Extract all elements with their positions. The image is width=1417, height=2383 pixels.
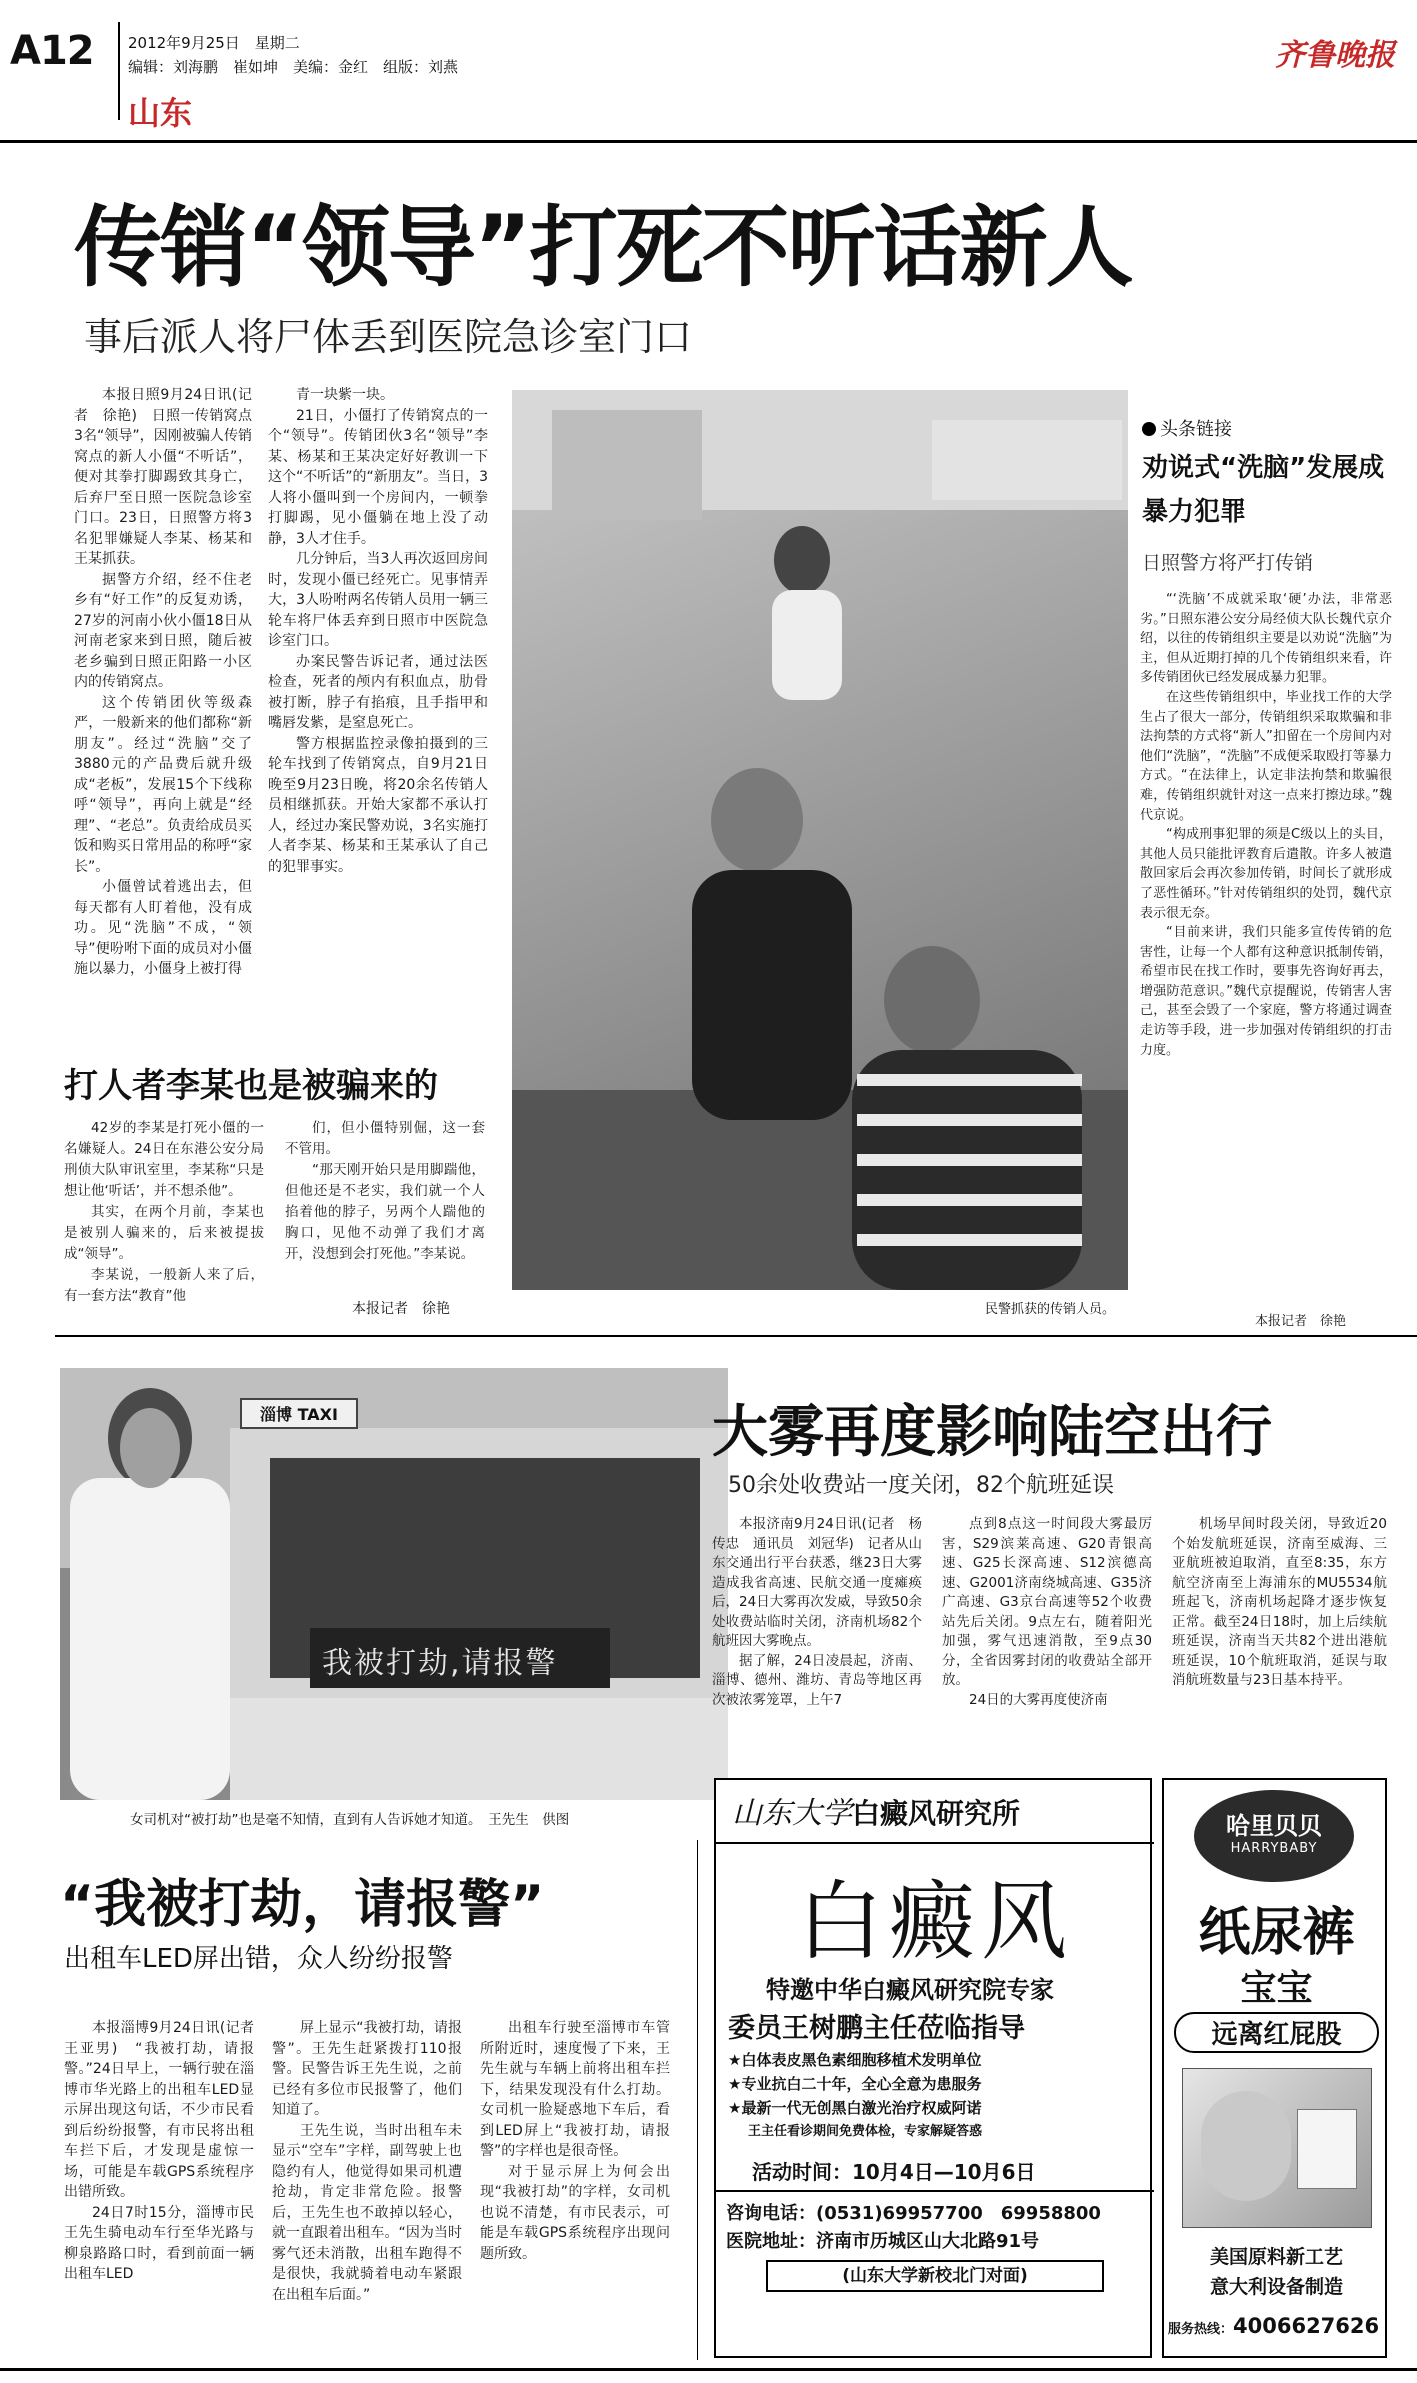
header-rule [0,140,1417,143]
ad-vitiligo-address-note: (山东大学新校北门对面) [766,2260,1104,2292]
sub-headline: 打人者李某也是被骗来的 [64,1066,438,1106]
fog-column-2: 点到8点这一时间段大雾最厉害，S29滨莱高速、G20青银高速、G25长深高速、S12滨德高速、G2001济南绕城高速、G35济广高速、G3京台高速等52个收费站先后关闭。9点左右，随着阳光加强，雾气迅速消散，至9点30分，全省因雾封闭的收费站全部开放。 24日的大雾再度使济南 [942,1516,1152,1708]
ad-vitiligo-phone: 咨询电话：(0531)69957700 69958800 [726,2203,1101,2224]
section-rule-1 [55,1335,1417,1337]
ad-vitiligo-time: 活动时间：10月4日—10月6日 [752,2160,1036,2184]
ad-vitiligo-contact [716,2190,1154,2360]
sub-byline: 本报记者 徐艳 [352,1301,450,1317]
ad-diaper-logo: 哈里贝贝 HARRYBABY [1194,1790,1354,1882]
ad-vitiligo-invite-1: 特邀中华白癜风研究院专家 [766,1976,1054,2004]
lead-column-2: 青一块紫一块。 21日，小僵打了传销窝点的一个“领导”。传销团伙3名“领导”李某、杨某和王某决定好好教训一下这个“不听话”的“新朋友”。当日，3人将小僵叫到一个房间内，一顿拳打脚踢，见小僵躺在地上没了动静，3人才住手。 几分钟后，当3人再次返回房间时，发现小僵已经死亡。见事情弄大，3人吩咐两名传销人员用一辆三轮车将尸体丢弃到日照市中医院急诊室门口。 办案民警告诉记者，通过法医检查，死者的颅内有积血点，肋骨被打断，脖子有掐痕，且手指甲和嘴唇发紫，是窒息死亡。 警方根据监控录像拍摄到的三轮车找到了传销窝点，自9月21日晚至9月23日晚，将20余名传销人员相继抓获。开始大家都不承认打人，经过办案民警劝说，3名实施打人者李某、杨某和王某承认了自己的犯罪事实。 [268,387,488,875]
lead-photo-caption: 民警抓获的传销人员。 [985,1302,1116,1317]
ad-vitiligo [714,1778,1152,2358]
taxi-roof-sign: 淄博 TAXI [240,1398,358,1429]
ad-diaper-slogan: 远离红屁股 [1174,2012,1379,2053]
section-divider-v [697,1840,698,2360]
lead-subheadline: 事后派人将尸体丢到医院急诊室门口 [84,315,693,359]
ad-diaper-tag2: 意大利设备制造 [1209,2276,1343,2298]
sidebar-kicker: 头条链接 [1142,415,1232,441]
lead-headline: 传销“领导”打死不听话新人 [74,196,1132,299]
fog-column-3: 机场早间时段关闭，导致近20个始发航班延误，济南至威海、三亚航班被迫取消，直至8:35，东方航空济南至上海浦东的MU5534航班起飞，济南机场起降才逐步恢复正常。截至24日18时，加上后续航班延误，济南当天共82个进出港航班延误，10个航班取消，延误与取消航班数量与23日基本持平。 [1172,1516,1387,1688]
newspaper-logo: 齐鲁晚报 [1275,38,1395,73]
taxi-headline: “我被打劫，请报警” [60,1875,545,1935]
sidebar-byline: 本报记者 徐艳 [1255,1314,1347,1329]
taxi-subheadline: 出租车LED屏出错，众人纷纷报警 [64,1944,453,1974]
ad-vitiligo-address: 医院地址：济南市历城区山大北路91号 [726,2231,1040,2252]
ad-vitiligo-topline: 山东大学白癜风研究所 [732,1796,1021,1831]
page-date: 2012年9月25日 星期二 [128,34,300,52]
ad-diaper-hotline: 服务热线：4006627626 [1168,2314,1380,2338]
ad-diaper [1162,1778,1387,2358]
taxi-photo-caption: 女司机对“被打劫”也是毫不知情，直到有人告诉她才知道。 王先生 供图 [130,1812,570,1828]
section-name: 山东 [128,94,193,132]
taxi-column-2: 屏上显示“我被打劫，请报警”。王先生赶紧拨打110报警。民警告诉王先生说，之前已经有多位市民报警了，他们知道了。 王先生说，当时出租车未显示“空车”字样，副驾驶上也隐约有人，他觉得如果司机遭抢劫，肯定非常危险。报警后，王先生也不敢掉以轻心，就一直跟着出租车。“因为当时雾气还未消散，出租车跑得不是很快，我就骑着电动车紧跟在出租车后面。” [272,2020,462,2303]
sidebar-subheadline: 日照警方将严打传销 [1142,552,1314,574]
sidebar-bullet-icon [1142,422,1156,436]
ad-diaper-tag1: 美国原料新工艺 [1209,2246,1343,2268]
taxi-photo-illustration [60,1368,728,1800]
fog-subheadline: 50余处收费站一度关闭，82个航班延误 [728,1473,1114,1498]
taxi-column-1: 本报淄博9月24日讯(记者 王亚男) “我被打劫，请报警。”24日早上，一辆行驶在淄博市华光路上的出租车LED显示屏出现这句话，不少市民看到后纷纷报警，有市民将出租车拦下后，才发现是虚惊一场，可能是车载GPS系统程序出错所致。 24日7时15分，淄博市民王先生骑电动车行至华光路与柳泉路路口时，看到前面一辆出租车LED [64,2020,268,2282]
fog-column-1: 本报济南9月24日讯(记者 杨传忠 通讯员 刘冠华) 记者从山东交通出行平台获悉，继23日大雾造成我省高速、民航交通一度瘫痪后，24日大雾再次发威，导致50余处收费站临时关闭，济南机场82个航班因大雾晚点。 据了解，24日凌晨起，济南、淄博、德州、潍坊、青岛等地区再次被浓雾笼罩，上午7 [712,1516,922,1708]
sub-column-1: 42岁的李某是打死小僵的一名嫌疑人。24日在东港公安分局刑侦大队审讯室里，李某称“只是想让他‘听话’，并不想杀他”。 其实，在两个月前，李某也是被别人骗来的，后来被提拔成“领导”。 李某说，一般新人来了后，有一套方法“教育”他 [64,1120,264,1304]
ad-vitiligo-bullets: ★白体表皮黑色素细胞移植术发明单位 ★专业抗白二十年，全心全意为患服务 ★最新一代无创黑白激光治疗权威阿诺 王主任看诊期间免费体检，专家解疑答惑 [728,2051,983,2139]
fog-headline: 大雾再度影响陆空出行 [712,1400,1272,1465]
lead-photo-illustration [512,390,1128,1290]
ad-diaper-package [1182,2068,1372,2228]
header-divider [118,22,120,120]
ad-diaper-product: 纸尿裤 [1198,1903,1355,1963]
page-number: A12 [10,28,94,74]
lead-column-1: 本报日照9月24日讯(记者 徐艳) 日照一传销窝点3名“领导”，因刚被骗人传销窝点的新人小僵“不听话”，便对其拳打脚踢致其身亡，后弃尸至日照一医院急诊室门口。23日，日照警方将3名犯罪嫌疑人李某、杨某和王某抓获。 据警方介绍，经不住老乡有“好工作”的反复劝诱，27岁的河南小伙小僵18日从河南老家来到日照，随后被老乡骗到日照正阳路一小区内的传销窝点。 这个传销团伙等级森严，一般新来的他们都称“新朋友”。经过“洗脑”交了3880元的产品费后就升级成“老板”，发展15个下线称呼“领导”，再向上就是“经理”、“老总”。负责给成员买饭和购买日常用品的称呼“家长”。 小僵曾试着逃出去，但每天都有人盯着他，没有成功。见“洗脑”不成，“领导”便吩咐下面的成员对小僵施以暴力，小僵身上被打得 [74,387,252,977]
taxi-led-text: 我被打劫,请报警 [322,1646,558,1681]
lead-photo [512,390,1128,1290]
ad-vitiligo-title: 白癜风 [797,1872,1073,1972]
sidebar-headline: 劝说式“洗脑”发展成暴力犯罪 [1142,453,1385,527]
sidebar-body: “‘洗脑’不成就采取‘硬’办法，非常恶劣。”日照东港公安分局经侦大队长魏代京介绍，以往的传销组织主要是以劝说“洗脑”为主，但从近期打掉的几个传销组织来看，许多传销团伙已经发展成暴力犯罪。 在这些传销组织中，毕业找工作的大学生占了很大一部分，传销组织采取欺骗和非法拘禁的方式将“新人”扣留在一个房间内对他们“洗脑”，“洗脑”不成便采取殴打等暴力方式。“在法律上，认定非法拘禁和欺骗很难，传销组织就针对这一点来打擦边球。”魏代京说。 “构成刑事犯罪的须是C级以上的头目，其他人员只能批评教育后遣散。许多人被遣散回家后会再次参加传销，时间长了就形成了恶性循环。”针对传销组织的处罚，魏代京表示很无奈。 “目前来讲，我们只能多宣传传销的危害性，让每一个人都有这种意识抵制传销，希望市民在找工作时，要事先咨询好再去，增强防范意识。”魏代京提醒说，传销害人害己，甚至会毁了一个家庭，警方将通过调查走访等手段，进一步加强对传销组织的打击力度。 [1140,592,1392,1058]
taxi-photo [60,1368,728,1800]
ad-vitiligo-rule [716,1842,1154,1844]
sub-column-2: 们，但小僵特别倔，这一套不管用。 “那天刚开始只是用脚踹他，但他还是不老实，我们就一个人掐着他的脖子，另两个人踹他的胸口，见他不动弹了我们才离开，没想到会打死他。”李某说。 [285,1120,485,1262]
ad-diaper-product2: 宝宝 [1240,1968,1313,2009]
footer-rule [0,2368,1417,2371]
taxi-column-3: 出租车行驶至淄博市车管所附近时，速度慢了下来，王先生就与车辆上前将出租车拦下，结果发现没有什么打劫。女司机一脸疑惑地下车后，看到LED屏上“我被打劫，请报警”的字样也是很奇怪。 对于显示屏上为何会出现“我被打劫”的字样，女司机也说不清楚，有市民表示，可能是车载GPS系统程序出现问题所致。 [480,2020,670,2262]
ad-vitiligo-invite-2: 委员王树鹏主任莅临指导 [728,2013,1025,2044]
page-editors: 编辑：刘海鹏 崔如坤 美编：金红 组版：刘燕 [128,58,459,76]
